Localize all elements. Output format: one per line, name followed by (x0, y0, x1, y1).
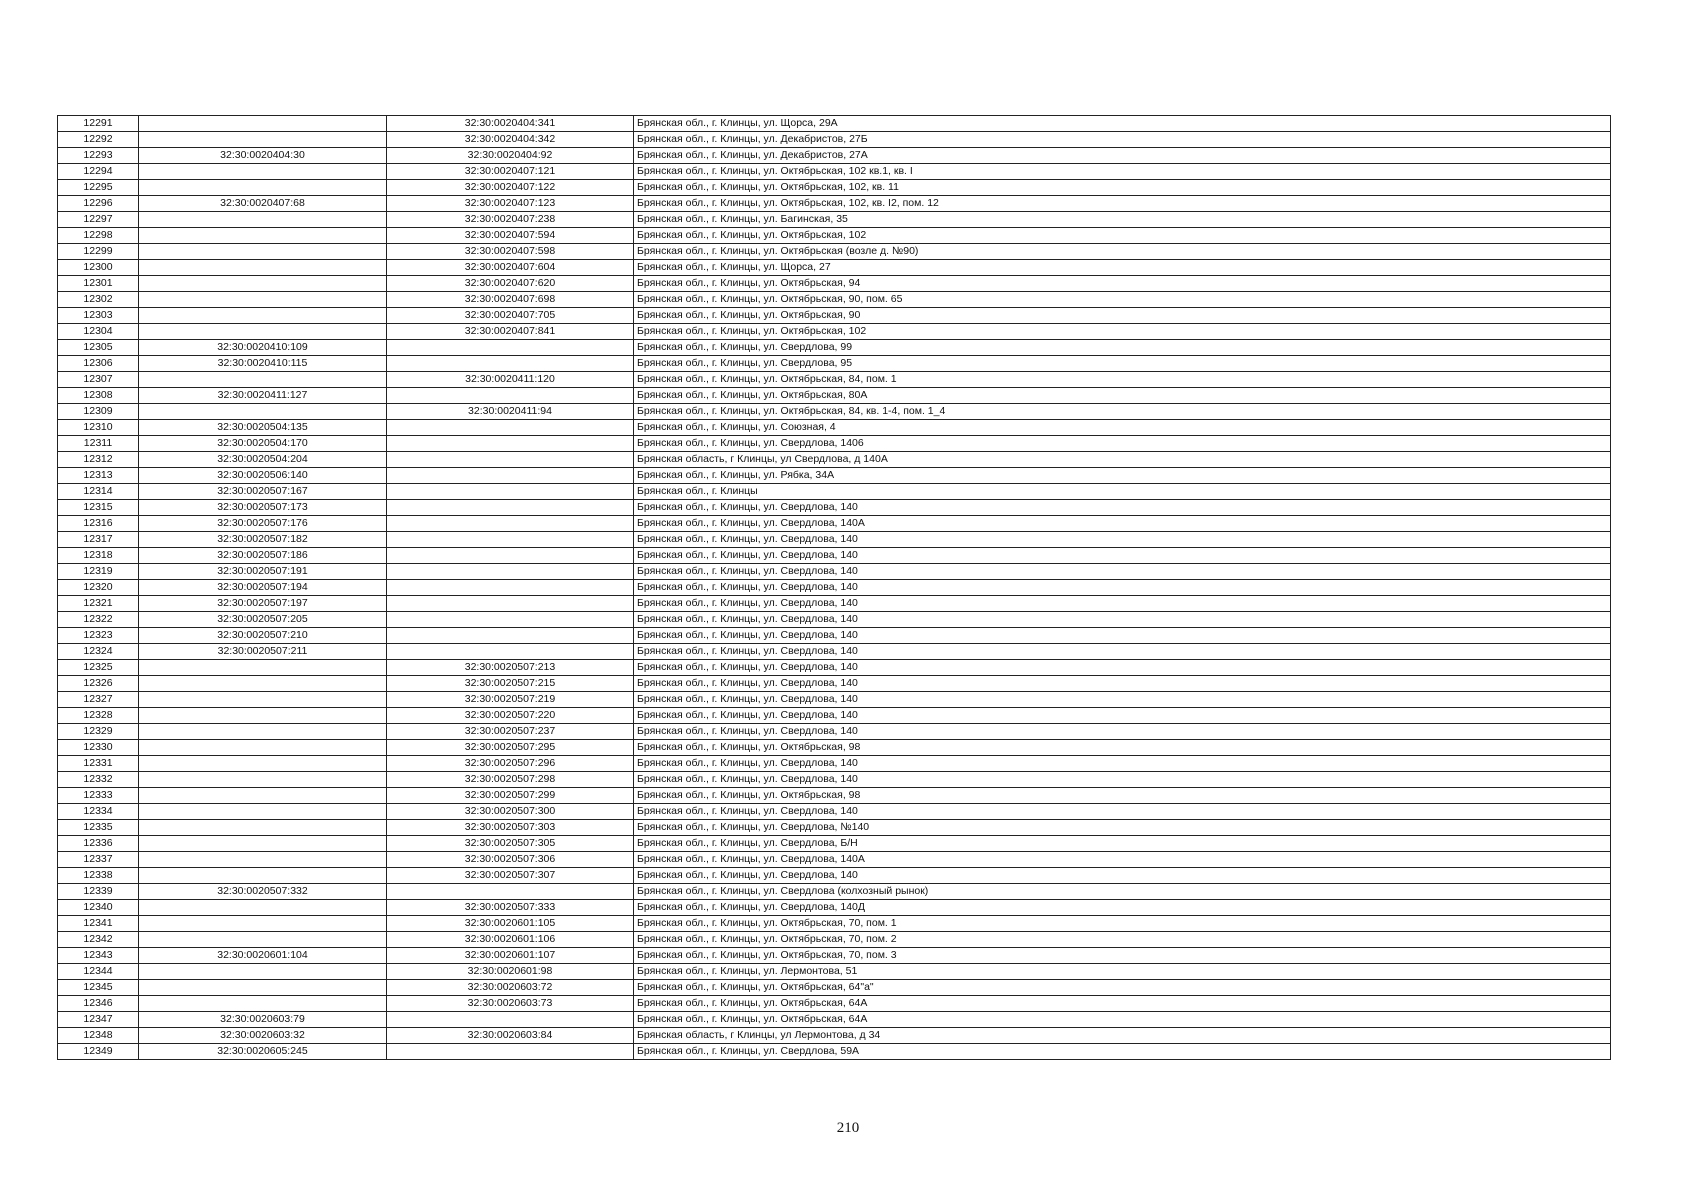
row-number-cell: 12325 (58, 660, 139, 676)
cadastral-number-a-cell: 32:30:0020506:140 (139, 468, 387, 484)
cadastral-number-b-cell (387, 484, 634, 500)
address-cell: Брянская обл., г. Клинцы, ул. Октябрьская, 90 (634, 308, 1611, 324)
cadastral-number-a-cell: 32:30:0020507:186 (139, 548, 387, 564)
cadastral-number-b-cell (387, 340, 634, 356)
address-cell: Брянская обл., г. Клинцы, ул. Щорса, 29А (634, 116, 1611, 132)
table-row (58, 804, 1611, 820)
row-number-cell: 12327 (58, 692, 139, 708)
cadastral-number-a-cell (139, 372, 387, 388)
table-row (58, 868, 1611, 884)
table-row (58, 564, 1611, 580)
cadastral-number-a-cell: 32:30:0020504:135 (139, 420, 387, 436)
table-row (58, 484, 1611, 500)
table-row (58, 788, 1611, 804)
row-number-cell: 12319 (58, 564, 139, 580)
row-number-cell: 12307 (58, 372, 139, 388)
cadastral-number-a-cell: 32:30:0020410:115 (139, 356, 387, 372)
cadastral-number-a-cell (139, 244, 387, 260)
table-row (58, 900, 1611, 916)
cadastral-number-b-cell (387, 1044, 634, 1060)
cadastral-number-a-cell (139, 900, 387, 916)
row-number-cell: 12340 (58, 900, 139, 916)
address-cell: Брянская обл., г. Клинцы, ул. Свердлова, 140 (634, 772, 1611, 788)
address-cell: Брянская обл., г. Клинцы, ул. Октябрьская, 102, кв. 11 (634, 180, 1611, 196)
row-number-cell: 12306 (58, 356, 139, 372)
table-row (58, 980, 1611, 996)
cadastral-number-a-cell (139, 132, 387, 148)
address-cell: Брянская обл., г. Клинцы, ул. Октябрьская, 102, кв. I2, пом. 12 (634, 196, 1611, 212)
cadastral-number-b-cell: 32:30:0020411:120 (387, 372, 634, 388)
table-row (58, 244, 1611, 260)
cadastral-number-b-cell (387, 516, 634, 532)
table-row (58, 1044, 1611, 1060)
address-cell: Брянская обл., г. Клинцы, ул. Свердлова, 140 (634, 756, 1611, 772)
cadastral-number-a-cell (139, 756, 387, 772)
table-row (58, 420, 1611, 436)
cadastral-number-b-cell (387, 420, 634, 436)
address-cell: Брянская обл., г. Клинцы, ул. Декабристов, 27Б (634, 132, 1611, 148)
address-cell: Брянская обл., г. Клинцы, ул. Октябрьская, 102 кв.1, кв. I (634, 164, 1611, 180)
row-number-cell: 12339 (58, 884, 139, 900)
table-row (58, 372, 1611, 388)
table-row (58, 308, 1611, 324)
address-cell: Брянская обл., г. Клинцы, ул. Октябрьская, 102 (634, 228, 1611, 244)
cadastral-number-a-cell: 32:30:0020507:332 (139, 884, 387, 900)
cadastral-number-b-cell (387, 596, 634, 612)
row-number-cell: 12297 (58, 212, 139, 228)
table-row (58, 596, 1611, 612)
row-number-cell: 12344 (58, 964, 139, 980)
cadastral-number-b-cell: 32:30:0020507:220 (387, 708, 634, 724)
cadastral-number-a-cell: 32:30:0020507:191 (139, 564, 387, 580)
cadastral-number-a-cell (139, 676, 387, 692)
cadastral-number-b-cell: 32:30:0020507:306 (387, 852, 634, 868)
row-number-cell: 12333 (58, 788, 139, 804)
address-cell: Брянская обл., г. Клинцы, ул. Свердлова, 140Д (634, 900, 1611, 916)
table-row (58, 932, 1611, 948)
row-number-cell: 12300 (58, 260, 139, 276)
address-cell: Брянская обл., г. Клинцы, ул. Октябрьская, 98 (634, 740, 1611, 756)
table-row (58, 452, 1611, 468)
cadastral-number-b-cell: 32:30:0020507:215 (387, 676, 634, 692)
address-cell: Брянская обл., г. Клинцы, ул. Октябрьская, 84, пом. 1 (634, 372, 1611, 388)
table-row (58, 884, 1611, 900)
row-number-cell: 12302 (58, 292, 139, 308)
address-cell: Брянская обл., г. Клинцы, ул. Свердлова (колхозный рынок) (634, 884, 1611, 900)
table-row (58, 996, 1611, 1012)
address-cell: Брянская обл., г. Клинцы, ул. Октябрьская, 70, пом. 2 (634, 932, 1611, 948)
address-cell: Брянская обл., г. Клинцы, ул. Лермонтова, 51 (634, 964, 1611, 980)
address-cell: Брянская обл., г. Клинцы, ул. Свердлова, 140 (634, 724, 1611, 740)
cadastral-number-b-cell: 32:30:0020507:333 (387, 900, 634, 916)
table-row (58, 660, 1611, 676)
address-cell: Брянская обл., г. Клинцы, ул. Багинская, 35 (634, 212, 1611, 228)
row-number-cell: 12292 (58, 132, 139, 148)
table-row (58, 1012, 1611, 1028)
cadastral-number-b-cell: 32:30:0020507:303 (387, 820, 634, 836)
cadastral-number-b-cell: 32:30:0020507:219 (387, 692, 634, 708)
cadastral-number-b-cell: 32:30:0020601:105 (387, 916, 634, 932)
row-number-cell: 12313 (58, 468, 139, 484)
row-number-cell: 12328 (58, 708, 139, 724)
cadastral-number-a-cell (139, 772, 387, 788)
cadastral-number-b-cell (387, 452, 634, 468)
cadastral-number-a-cell: 32:30:0020504:170 (139, 436, 387, 452)
cadastral-number-b-cell: 32:30:0020507:237 (387, 724, 634, 740)
cadastral-number-b-cell (387, 548, 634, 564)
cadastral-number-b-cell: 32:30:0020407:841 (387, 324, 634, 340)
cadastral-number-a-cell (139, 308, 387, 324)
cadastral-number-a-cell: 32:30:0020507:197 (139, 596, 387, 612)
cadastral-number-a-cell (139, 292, 387, 308)
cadastral-number-a-cell (139, 180, 387, 196)
row-number-cell: 12343 (58, 948, 139, 964)
cadastral-number-a-cell (139, 324, 387, 340)
row-number-cell: 12322 (58, 612, 139, 628)
table-row (58, 916, 1611, 932)
address-cell: Брянская обл., г. Клинцы, ул. Свердлова, 140 (634, 676, 1611, 692)
row-number-cell: 12331 (58, 756, 139, 772)
row-number-cell: 12348 (58, 1028, 139, 1044)
cadastral-number-b-cell (387, 1012, 634, 1028)
table-row (58, 324, 1611, 340)
cadastral-number-a-cell: 32:30:0020601:104 (139, 948, 387, 964)
cadastral-number-b-cell (387, 644, 634, 660)
cadastral-number-b-cell: 32:30:0020407:598 (387, 244, 634, 260)
table-row (58, 180, 1611, 196)
table-row (58, 388, 1611, 404)
cadastral-number-b-cell: 32:30:0020507:213 (387, 660, 634, 676)
row-number-cell: 12320 (58, 580, 139, 596)
row-number-cell: 12334 (58, 804, 139, 820)
address-cell: Брянская обл., г. Клинцы, ул. Октябрьская, 64А (634, 996, 1611, 1012)
cadastral-number-a-cell (139, 212, 387, 228)
row-number-cell: 12304 (58, 324, 139, 340)
address-cell: Брянская обл., г. Клинцы, ул. Октябрьская, 98 (634, 788, 1611, 804)
table-row (58, 276, 1611, 292)
address-cell: Брянская обл., г. Клинцы, ул. Свердлова, 140 (634, 628, 1611, 644)
table-row (58, 164, 1611, 180)
cadastral-number-b-cell: 32:30:0020404:341 (387, 116, 634, 132)
row-number-cell: 12332 (58, 772, 139, 788)
cadastral-number-a-cell (139, 116, 387, 132)
table-row (58, 580, 1611, 596)
cadastral-number-a-cell (139, 164, 387, 180)
row-number-cell: 12318 (58, 548, 139, 564)
row-number-cell: 12310 (58, 420, 139, 436)
address-cell: Брянская обл., г. Клинцы, ул. Рябка, 34А (634, 468, 1611, 484)
cadastral-number-b-cell: 32:30:0020407:620 (387, 276, 634, 292)
address-cell: Брянская обл., г. Клинцы, ул. Щорса, 27 (634, 260, 1611, 276)
cadastral-number-a-cell (139, 836, 387, 852)
cadastral-number-b-cell: 32:30:0020507:295 (387, 740, 634, 756)
address-cell: Брянская обл., г. Клинцы, ул. Декабристов, 27А (634, 148, 1611, 164)
address-cell: Брянская обл., г. Клинцы, ул. Свердлова, 140А (634, 516, 1611, 532)
table-row (58, 820, 1611, 836)
table-row (58, 644, 1611, 660)
row-number-cell: 12345 (58, 980, 139, 996)
row-number-cell: 12309 (58, 404, 139, 420)
address-cell: Брянская обл., г. Клинцы, ул. Свердлова, 140 (634, 804, 1611, 820)
row-number-cell: 12295 (58, 180, 139, 196)
cadastral-number-a-cell (139, 228, 387, 244)
table-row (58, 772, 1611, 788)
cadastral-number-a-cell (139, 964, 387, 980)
address-cell: Брянская обл., г. Клинцы, ул. Октябрьская, 84, кв. 1-4, пом. 1_4 (634, 404, 1611, 420)
address-cell: Брянская обл., г. Клинцы, ул. Октябрьская, 70, пом. 3 (634, 948, 1611, 964)
address-cell: Брянская обл., г. Клинцы, ул. Октябрьская, 80А (634, 388, 1611, 404)
row-number-cell: 12316 (58, 516, 139, 532)
cadastral-number-a-cell: 32:30:0020507:173 (139, 500, 387, 516)
cadastral-number-b-cell: 32:30:0020601:107 (387, 948, 634, 964)
cadastral-number-b-cell: 32:30:0020407:604 (387, 260, 634, 276)
table-row (58, 340, 1611, 356)
cadastral-number-b-cell (387, 436, 634, 452)
row-number-cell: 12323 (58, 628, 139, 644)
row-number-cell: 12317 (58, 532, 139, 548)
address-cell: Брянская обл., г. Клинцы, ул. Свердлова, 59А (634, 1044, 1611, 1060)
cadastral-number-a-cell: 32:30:0020507:210 (139, 628, 387, 644)
cadastral-number-b-cell (387, 884, 634, 900)
address-cell: Брянская обл., г. Клинцы, ул. Свердлова, Б/Н (634, 836, 1611, 852)
row-number-cell: 12305 (58, 340, 139, 356)
cadastral-number-b-cell: 32:30:0020507:298 (387, 772, 634, 788)
cadastral-number-b-cell: 32:30:0020601:98 (387, 964, 634, 980)
cadastral-number-a-cell (139, 276, 387, 292)
address-cell: Брянская обл., г. Клинцы, ул. Свердлова, 1406 (634, 436, 1611, 452)
cadastral-number-b-cell: 32:30:0020407:121 (387, 164, 634, 180)
address-cell: Брянская обл., г. Клинцы, ул. Свердлова, 140 (634, 868, 1611, 884)
address-cell: Брянская обл., г. Клинцы, ул. Свердлова, 140 (634, 660, 1611, 676)
cadastral-number-a-cell: 32:30:0020507:194 (139, 580, 387, 596)
cadastral-number-a-cell (139, 852, 387, 868)
table-row (58, 436, 1611, 452)
address-cell: Брянская обл., г. Клинцы, ул. Свердлова, 140 (634, 644, 1611, 660)
address-cell: Брянская обл., г. Клинцы, ул. Октябрьская, 64А (634, 1012, 1611, 1028)
cadastral-number-a-cell (139, 868, 387, 884)
table-row (58, 740, 1611, 756)
table-row (58, 836, 1611, 852)
cadastral-number-b-cell (387, 468, 634, 484)
cadastral-number-b-cell: 32:30:0020603:72 (387, 980, 634, 996)
row-number-cell: 12338 (58, 868, 139, 884)
cadastral-number-a-cell (139, 820, 387, 836)
records-table (57, 115, 1611, 1060)
table-row (58, 612, 1611, 628)
address-cell: Брянская обл., г. Клинцы, ул. Свердлова, 140А (634, 852, 1611, 868)
cadastral-number-b-cell: 32:30:0020407:122 (387, 180, 634, 196)
cadastral-number-b-cell: 32:30:0020404:342 (387, 132, 634, 148)
cadastral-number-b-cell: 32:30:0020601:106 (387, 932, 634, 948)
address-cell: Брянская обл., г. Клинцы, ул. Свердлова, 99 (634, 340, 1611, 356)
page-number: 210 (836, 1120, 860, 1136)
table-row (58, 212, 1611, 228)
cadastral-number-a-cell: 32:30:0020404:30 (139, 148, 387, 164)
cadastral-number-a-cell (139, 404, 387, 420)
cadastral-number-b-cell (387, 580, 634, 596)
cadastral-number-a-cell: 32:30:0020504:204 (139, 452, 387, 468)
cadastral-number-b-cell: 32:30:0020507:300 (387, 804, 634, 820)
table-row (58, 948, 1611, 964)
table-row (58, 260, 1611, 276)
cadastral-number-a-cell: 32:30:0020507:182 (139, 532, 387, 548)
table-row (58, 548, 1611, 564)
row-number-cell: 12321 (58, 596, 139, 612)
cadastral-number-a-cell (139, 724, 387, 740)
row-number-cell: 12315 (58, 500, 139, 516)
cadastral-number-a-cell: 32:30:0020507:205 (139, 612, 387, 628)
table-row (58, 692, 1611, 708)
cadastral-number-b-cell: 32:30:0020407:698 (387, 292, 634, 308)
cadastral-number-b-cell: 32:30:0020407:594 (387, 228, 634, 244)
cadastral-number-b-cell: 32:30:0020507:299 (387, 788, 634, 804)
cadastral-number-a-cell (139, 932, 387, 948)
row-number-cell: 12308 (58, 388, 139, 404)
cadastral-number-a-cell: 32:30:0020507:176 (139, 516, 387, 532)
address-cell: Брянская обл., г. Клинцы, ул. Октябрьская, 90, пом. 65 (634, 292, 1611, 308)
table-row (58, 500, 1611, 516)
row-number-cell: 12294 (58, 164, 139, 180)
table-row (58, 708, 1611, 724)
address-cell: Брянская область, г Клинцы, ул Лермонтова, д 34 (634, 1028, 1611, 1044)
cadastral-number-b-cell (387, 612, 634, 628)
address-cell: Брянская обл., г. Клинцы, ул. Свердлова, 140 (634, 580, 1611, 596)
cadastral-number-b-cell: 32:30:0020507:296 (387, 756, 634, 772)
address-cell: Брянская обл., г. Клинцы, ул. Октябрьская, 102 (634, 324, 1611, 340)
row-number-cell: 12330 (58, 740, 139, 756)
row-number-cell: 12298 (58, 228, 139, 244)
table-row (58, 1028, 1611, 1044)
row-number-cell: 12336 (58, 836, 139, 852)
address-cell: Брянская обл., г. Клинцы, ул. Свердлова, 140 (634, 532, 1611, 548)
records-table-body (58, 116, 1611, 1060)
cadastral-number-a-cell (139, 660, 387, 676)
address-cell: Брянская обл., г. Клинцы, ул. Свердлова, 140 (634, 708, 1611, 724)
cadastral-number-a-cell: 32:30:0020407:68 (139, 196, 387, 212)
cadastral-number-b-cell (387, 564, 634, 580)
cadastral-number-a-cell: 32:30:0020603:32 (139, 1028, 387, 1044)
table-row (58, 628, 1611, 644)
row-number-cell: 12349 (58, 1044, 139, 1060)
cadastral-number-b-cell: 32:30:0020407:123 (387, 196, 634, 212)
address-cell: Брянская область, г Клинцы, ул Свердлова, д 140А (634, 452, 1611, 468)
cadastral-number-a-cell (139, 996, 387, 1012)
table-row (58, 148, 1611, 164)
address-cell: Брянская обл., г. Клинцы, ул. Свердлова, 140 (634, 548, 1611, 564)
row-number-cell: 12341 (58, 916, 139, 932)
row-number-cell: 12296 (58, 196, 139, 212)
cadastral-number-b-cell: 32:30:0020603:84 (387, 1028, 634, 1044)
address-cell: Брянская обл., г. Клинцы, ул. Октябрьская, 94 (634, 276, 1611, 292)
cadastral-number-a-cell (139, 692, 387, 708)
row-number-cell: 12346 (58, 996, 139, 1012)
table-row (58, 404, 1611, 420)
cadastral-number-a-cell (139, 980, 387, 996)
table-row (58, 724, 1611, 740)
cadastral-number-a-cell: 32:30:0020411:127 (139, 388, 387, 404)
cadastral-number-b-cell: 32:30:0020411:94 (387, 404, 634, 420)
row-number-cell: 12335 (58, 820, 139, 836)
table-row (58, 676, 1611, 692)
table-row (58, 516, 1611, 532)
cadastral-number-a-cell (139, 260, 387, 276)
row-number-cell: 12311 (58, 436, 139, 452)
cadastral-number-b-cell (387, 532, 634, 548)
row-number-cell: 12326 (58, 676, 139, 692)
cadastral-number-a-cell (139, 916, 387, 932)
address-cell: Брянская обл., г. Клинцы, ул. Свердлова, 140 (634, 500, 1611, 516)
row-number-cell: 12291 (58, 116, 139, 132)
table-row (58, 196, 1611, 212)
cadastral-number-b-cell: 32:30:0020404:92 (387, 148, 634, 164)
address-cell: Брянская обл., г. Клинцы, ул. Октябрьская (возле д. №90) (634, 244, 1611, 260)
table-row (58, 132, 1611, 148)
cadastral-number-a-cell (139, 804, 387, 820)
address-cell: Брянская обл., г. Клинцы, ул. Свердлова, 140 (634, 692, 1611, 708)
address-cell: Брянская обл., г. Клинцы, ул. Свердлова, 95 (634, 356, 1611, 372)
row-number-cell: 12299 (58, 244, 139, 260)
table-row (58, 228, 1611, 244)
cadastral-number-b-cell (387, 388, 634, 404)
address-cell: Брянская обл., г. Клинцы, ул. Свердлова, 140 (634, 564, 1611, 580)
address-cell: Брянская обл., г. Клинцы, ул. Союзная, 4 (634, 420, 1611, 436)
row-number-cell: 12329 (58, 724, 139, 740)
address-cell: Брянская обл., г. Клинцы, ул. Октябрьская, 64"а" (634, 980, 1611, 996)
row-number-cell: 12312 (58, 452, 139, 468)
address-cell: Брянская обл., г. Клинцы (634, 484, 1611, 500)
address-cell: Брянская обл., г. Клинцы, ул. Октябрьская, 70, пом. 1 (634, 916, 1611, 932)
cadastral-number-b-cell (387, 628, 634, 644)
row-number-cell: 12293 (58, 148, 139, 164)
cadastral-number-b-cell (387, 500, 634, 516)
cadastral-number-a-cell: 32:30:0020603:79 (139, 1012, 387, 1028)
address-cell: Брянская обл., г. Клинцы, ул. Свердлова, 140 (634, 612, 1611, 628)
cadastral-number-b-cell: 32:30:0020407:705 (387, 308, 634, 324)
cadastral-number-a-cell (139, 708, 387, 724)
cadastral-number-a-cell: 32:30:0020507:211 (139, 644, 387, 660)
cadastral-number-b-cell: 32:30:0020507:305 (387, 836, 634, 852)
row-number-cell: 12301 (58, 276, 139, 292)
address-cell: Брянская обл., г. Клинцы, ул. Свердлова, 140 (634, 596, 1611, 612)
table-row (58, 964, 1611, 980)
cadastral-number-a-cell: 32:30:0020605:245 (139, 1044, 387, 1060)
row-number-cell: 12324 (58, 644, 139, 660)
table-row (58, 756, 1611, 772)
row-number-cell: 12337 (58, 852, 139, 868)
cadastral-number-a-cell (139, 788, 387, 804)
row-number-cell: 12347 (58, 1012, 139, 1028)
cadastral-number-b-cell: 32:30:0020507:307 (387, 868, 634, 884)
cadastral-number-b-cell (387, 356, 634, 372)
row-number-cell: 12314 (58, 484, 139, 500)
address-cell: Брянская обл., г. Клинцы, ул. Свердлова, №140 (634, 820, 1611, 836)
table-row (58, 852, 1611, 868)
table-row (58, 292, 1611, 308)
table-row (58, 468, 1611, 484)
cadastral-number-b-cell: 32:30:0020603:73 (387, 996, 634, 1012)
cadastral-number-a-cell (139, 740, 387, 756)
table-row (58, 532, 1611, 548)
row-number-cell: 12303 (58, 308, 139, 324)
cadastral-number-a-cell: 32:30:0020507:167 (139, 484, 387, 500)
table-row (58, 116, 1611, 132)
row-number-cell: 12342 (58, 932, 139, 948)
cadastral-number-b-cell: 32:30:0020407:238 (387, 212, 634, 228)
table-row (58, 356, 1611, 372)
cadastral-number-a-cell: 32:30:0020410:109 (139, 340, 387, 356)
